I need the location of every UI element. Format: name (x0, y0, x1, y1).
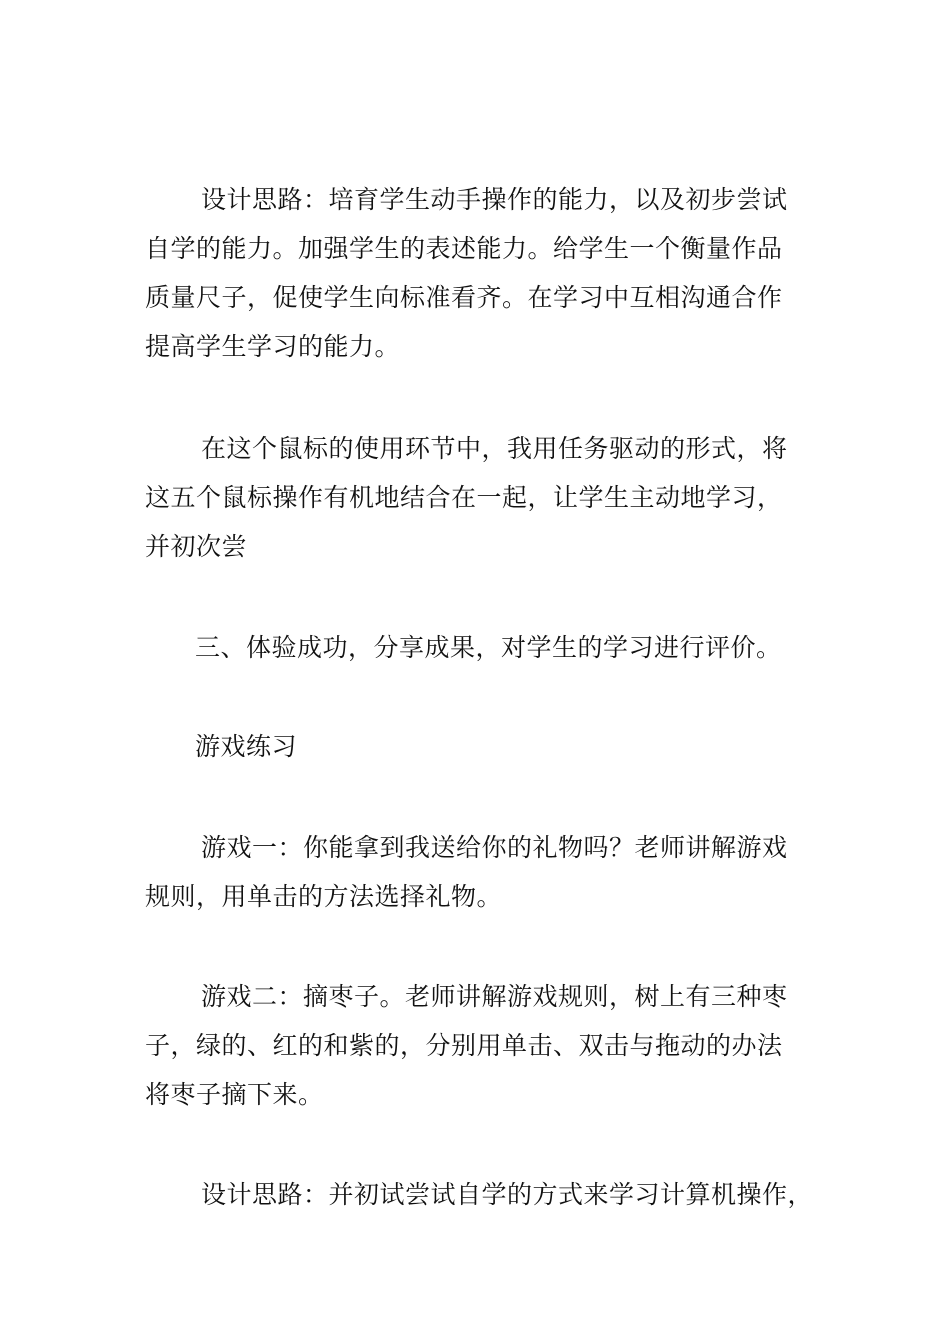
text-line: 提高学生学习的能力。 (145, 332, 401, 361)
text-line: 自学的能力。加强学生的表述能力。给学生一个衡量作品 (145, 234, 783, 263)
text-line: 设计思路：并初试尝试自学的方式来学习计算机操作， (201, 1180, 814, 1209)
text-line: 设计思路：培育学生动手操作的能力，以及初步尝试 (201, 185, 788, 214)
text-line: 游戏练习 (195, 732, 298, 761)
text-line: 游戏二：摘枣子。老师讲解游戏规则，树上有三种枣 (201, 982, 788, 1011)
paragraph-mouse-usage (145, 424, 810, 571)
paragraph-game-two (145, 972, 810, 1119)
section-heading-three (145, 623, 810, 672)
text-line: 这五个鼠标操作有机地结合在一起，让学生主动地学习， (145, 483, 783, 512)
text-line: 规则，用单击的方法选择礼物。 (145, 882, 503, 911)
paragraph-design-idea-1 (145, 175, 810, 371)
text-line: 并初次尝 (145, 532, 248, 561)
text-line: 三、体验成功，分享成果，对学生的学习进行评价。 (195, 633, 782, 662)
text-line: 游戏一：你能拿到我送给你的礼物吗？老师讲解游戏 (201, 833, 788, 862)
text-line: 质量尺子，促使学生向标准看齐。在学习中互相沟通合作 (145, 283, 783, 312)
paragraph-game-one (145, 823, 810, 921)
text-line: 在这个鼠标的使用环节中，我用任务驱动的形式，将 (201, 434, 788, 463)
paragraph-design-idea-2 (145, 1170, 814, 1219)
text-line: 将枣子摘下来。 (145, 1080, 324, 1109)
section-heading-game-practice (145, 722, 810, 771)
text-line: 子，绿的、红的和紫的，分别用单击、双击与拖动的办法 (145, 1031, 783, 1060)
